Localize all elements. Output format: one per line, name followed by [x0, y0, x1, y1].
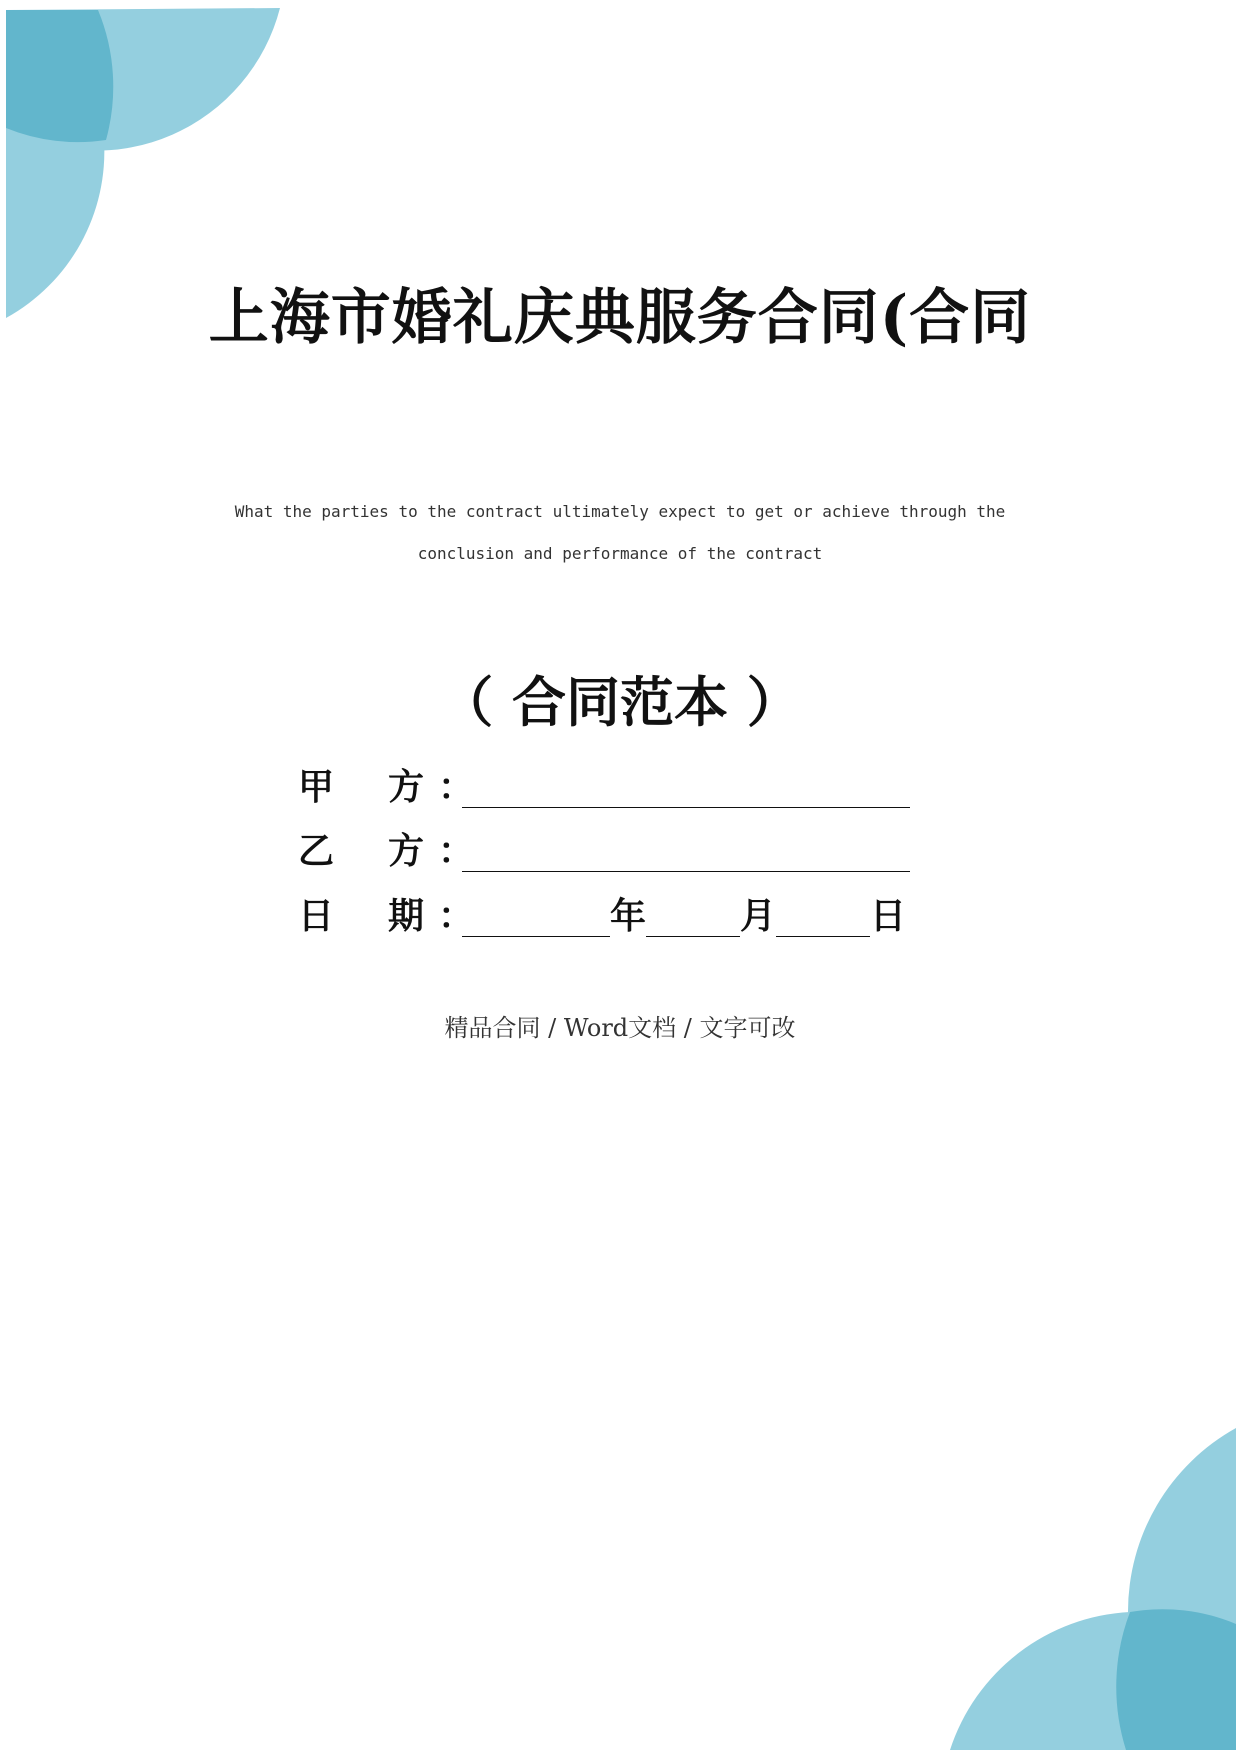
party-b-label-char1: 乙 [298, 830, 335, 872]
date-row [298, 889, 906, 939]
day-blank[interactable] [776, 896, 870, 937]
bottom-right-circle-b [950, 1609, 1236, 1750]
party-a-blank[interactable] [462, 767, 910, 808]
date-colon: ： [438, 895, 475, 937]
subtitle-line-1: What the parties to the contract ultimately expect to get or achieve through the [234, 502, 1006, 521]
party-a-label-char2: 方 [388, 766, 425, 808]
party-a-label-char1: 甲 [298, 766, 335, 808]
party-a-colon: ： [438, 766, 475, 808]
party-b-blank[interactable] [462, 831, 910, 872]
day-label: 日 [870, 895, 907, 937]
document-title: 上海市婚礼庆典服务合同(合同 [208, 283, 1032, 353]
footer-tagline: 精品合同 / Word文档 / 文字可改 [444, 1014, 796, 1042]
year-label: 年 [610, 895, 647, 937]
party-b-label-char2: 方 [388, 830, 425, 872]
bottom-right-circle-a [1115, 1428, 1236, 1750]
top-left-overlap [6, 10, 113, 142]
party-b-row [298, 824, 910, 874]
bottom-right-overlap [1116, 1609, 1236, 1750]
subtitle-line-2: conclusion and performance of the contract [417, 544, 823, 563]
party-a-row [298, 760, 910, 810]
template-label: （ 合同范本 ） [439, 670, 801, 734]
date-label-char1: 日 [298, 895, 335, 937]
month-label: 月 [740, 895, 777, 937]
month-blank[interactable] [646, 896, 740, 937]
date-label-char2: 期 [388, 895, 425, 937]
top-left-circle-a [6, 8, 280, 151]
party-b-colon: ： [438, 830, 475, 872]
year-blank[interactable] [462, 896, 610, 937]
